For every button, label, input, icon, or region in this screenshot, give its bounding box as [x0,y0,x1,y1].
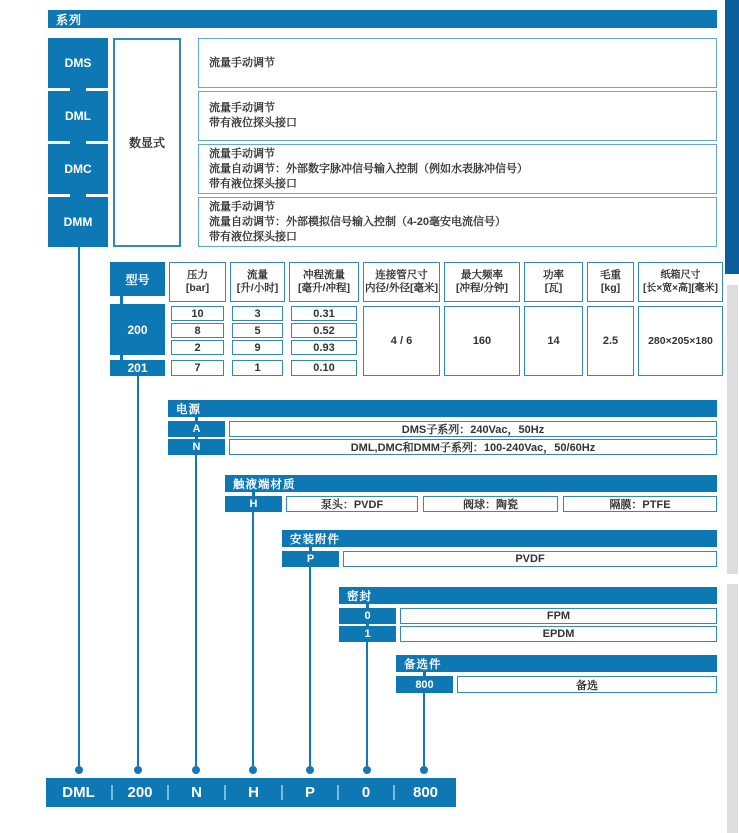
series-desc-dmm [198,197,717,247]
col-label: 冲程流量 [303,269,345,281]
col-unit: [长×宽×高][毫米] [643,283,718,294]
value: 5 [254,324,261,337]
desc-line: 带有液位探头接口 [209,117,297,129]
value: 9 [254,341,261,354]
series-desc-dmc [198,144,717,194]
cell-stroke-flow [291,340,357,355]
value: 160 [472,335,492,347]
value: PVDF [515,553,545,565]
desc-line: 流量手动调节 [209,147,275,160]
mounting-desc [343,551,717,567]
series-code: DML [65,109,91,123]
seal-header-label: 密封 [347,590,372,603]
col-unit: [bar] [185,282,210,294]
mounting-key-p [282,551,339,567]
code-segment-power [169,778,224,807]
material-cell-pump-head [286,496,418,512]
cell-gross-weight [587,306,634,376]
series-key-dmc [48,144,108,194]
col-unit: [升/小时] [236,282,279,294]
power-header-label: 电源 [176,403,201,416]
col-header-carton-size [638,262,723,302]
series-code: DMC [64,162,92,176]
cell-flow [232,340,283,355]
connector-dot [249,766,257,774]
material-header-label: 触液端材质 [233,478,296,491]
value: 隔膜：PTFE [609,499,671,511]
connector-line-optional [423,693,425,766]
option-code: 0 [364,610,371,622]
cell-pressure [171,306,224,321]
value: 7 [194,362,201,374]
connector-tick [70,194,86,197]
desc-line: 流量手动调节 [209,200,275,213]
cell-carton-size [638,306,723,376]
series-code: DMS [64,56,92,70]
value: 0.10 [313,362,335,374]
connector-line-seal [366,642,368,766]
col-header-pressure [169,262,226,302]
optional-header-label: 备选件 [404,658,442,671]
value: 2.5 [602,335,619,347]
code-value: 0 [361,784,371,801]
model-code: 201 [127,361,148,375]
cell-pressure [171,340,224,355]
value: 备选 [576,679,598,692]
cell-flow [232,306,283,321]
code-segment-model [113,778,167,807]
power-key-n [168,439,225,455]
col-label: 最大频率 [461,269,503,281]
connector-dot [192,766,200,774]
optional-desc [457,676,717,693]
material-section-header [225,475,717,492]
col-header-pipe-size [363,262,440,302]
page-edge-dark-strip [725,0,739,274]
option-code: P [306,553,315,565]
mounting-header-label: 安装附件 [290,533,340,546]
connector-dot [420,766,428,774]
code-segment-seal [339,778,393,807]
col-unit: [冲程/分钟] [456,282,508,294]
col-label: 纸箱尺寸 [660,270,701,281]
cell-pressure [171,323,224,338]
col-unit: [kg] [600,282,621,294]
series-code: DMM [63,215,93,229]
col-header-stroke-flow [289,262,359,302]
code-segment-material [226,778,281,807]
value: FPM [546,610,571,622]
model-key-label: 型号 [125,272,150,287]
code-value: H [248,784,259,801]
connector-dot [134,766,142,774]
col-unit: [瓦] [544,282,563,294]
option-code: H [249,498,258,510]
series-group-label: 数显式 [128,136,165,150]
model-key-header [110,262,165,296]
seal-key-1 [339,626,396,642]
connector-dot [75,766,83,774]
cell-stroke-flow [291,306,357,321]
cell-pressure [171,360,224,376]
col-label: 流量 [247,269,268,281]
code-value: N [191,784,202,801]
value: 10 [191,307,204,320]
col-label: 压力 [187,269,208,281]
power-desc-n [229,439,717,455]
cell-flow [232,323,283,338]
series-key-dml [48,91,108,141]
power-key-a [168,421,225,437]
cell-stroke-flow [291,360,357,376]
connector-dot [363,766,371,774]
option-desc: DML,DMC和DMM子系列：100-240Vac，50/60Hz [350,442,596,454]
col-unit: 内径/外径[毫米] [365,282,438,294]
desc-line: 流量自动调节：外部模拟信号输入控制（4-20毫安电流信号） [209,215,507,228]
connector-tick [70,141,86,144]
code-segment-mounting [283,778,337,807]
code-value: 200 [127,784,153,801]
connector-tick [70,88,86,91]
optional-section-header [396,655,717,672]
model-key-200 [110,304,165,355]
option-desc: DMS子系列：240Vac，50Hz [401,424,545,436]
connector-line-material [252,512,254,766]
option-code: A [192,423,201,435]
cell-flow [232,360,283,376]
material-cell-valve-ball [423,496,558,512]
col-header-gross-weight [587,262,634,302]
optional-key-800 [396,676,453,693]
desc-line: 流量手动调节 [209,56,275,69]
power-section-header [168,400,717,417]
connector-dot [306,766,314,774]
code-value: 800 [412,784,439,801]
series-key-dms [48,38,108,88]
value: 4 / 6 [390,335,413,347]
col-label: 连接管尺寸 [375,269,428,281]
desc-line: 带有液位探头接口 [209,177,297,190]
value: 2 [194,341,201,354]
page-edge-gray-strip [727,285,738,574]
cell-max-frequency [444,306,520,376]
value: 8 [194,324,201,337]
value: 0.52 [313,324,335,337]
seal-desc-epdm [400,626,717,642]
value: 3 [254,307,261,320]
series-desc-dml [198,91,717,141]
connector-line-model [137,376,139,766]
power-desc-a [229,421,717,437]
col-label: 功率 [543,269,564,281]
desc-line: 带有液位探头接口 [209,230,297,243]
option-code: N [192,441,201,453]
col-header-flow [230,262,285,302]
desc-line: 流量自动调节：外部数字脉冲信号输入控制（例如水表脉冲信号） [209,162,528,175]
seal-desc-fpm [400,608,717,624]
value: 阀球：陶瓷 [463,499,518,511]
value: 0.93 [313,341,335,354]
value: EPDM [542,628,575,640]
connector-line-mounting [309,567,311,766]
model-key-201 [110,360,165,376]
value: 泵头：PVDF [320,499,384,511]
option-code: 800 [415,678,434,691]
col-label: 毛重 [600,269,621,281]
col-header-max-frequency [444,262,520,302]
value: 0.31 [313,307,335,320]
model-code-bar [46,778,456,807]
code-segment-series [46,778,111,807]
cell-pipe-size [363,306,440,376]
series-key-dmm [48,197,108,247]
series-desc-dms [198,38,717,88]
series-group-box [113,38,181,247]
code-segment-optional [395,778,456,807]
col-header-power [524,262,583,302]
option-code: 1 [364,628,371,640]
mounting-section-header [282,530,717,547]
seal-key-0 [339,608,396,624]
value: 14 [547,335,560,347]
page-edge-gray-strip [727,584,738,833]
col-unit: [毫升/冲程] [298,282,350,294]
model-code: 200 [127,322,148,337]
material-key-h [225,496,282,512]
code-value: P [304,784,315,801]
series-header-label: 系列 [56,12,83,27]
value: 280×205×180 [648,335,713,347]
material-cell-diaphragm [563,496,717,512]
cell-power [524,306,583,376]
desc-line: 流量手动调节 [209,102,275,114]
value: 1 [254,362,261,374]
connector-tick [120,296,123,304]
seal-section-header [339,587,717,604]
code-value: DML [62,784,95,801]
connector-line-power [195,455,197,766]
series-section-header [48,10,717,28]
connector-line-series [78,247,80,766]
cell-stroke-flow [291,323,357,338]
